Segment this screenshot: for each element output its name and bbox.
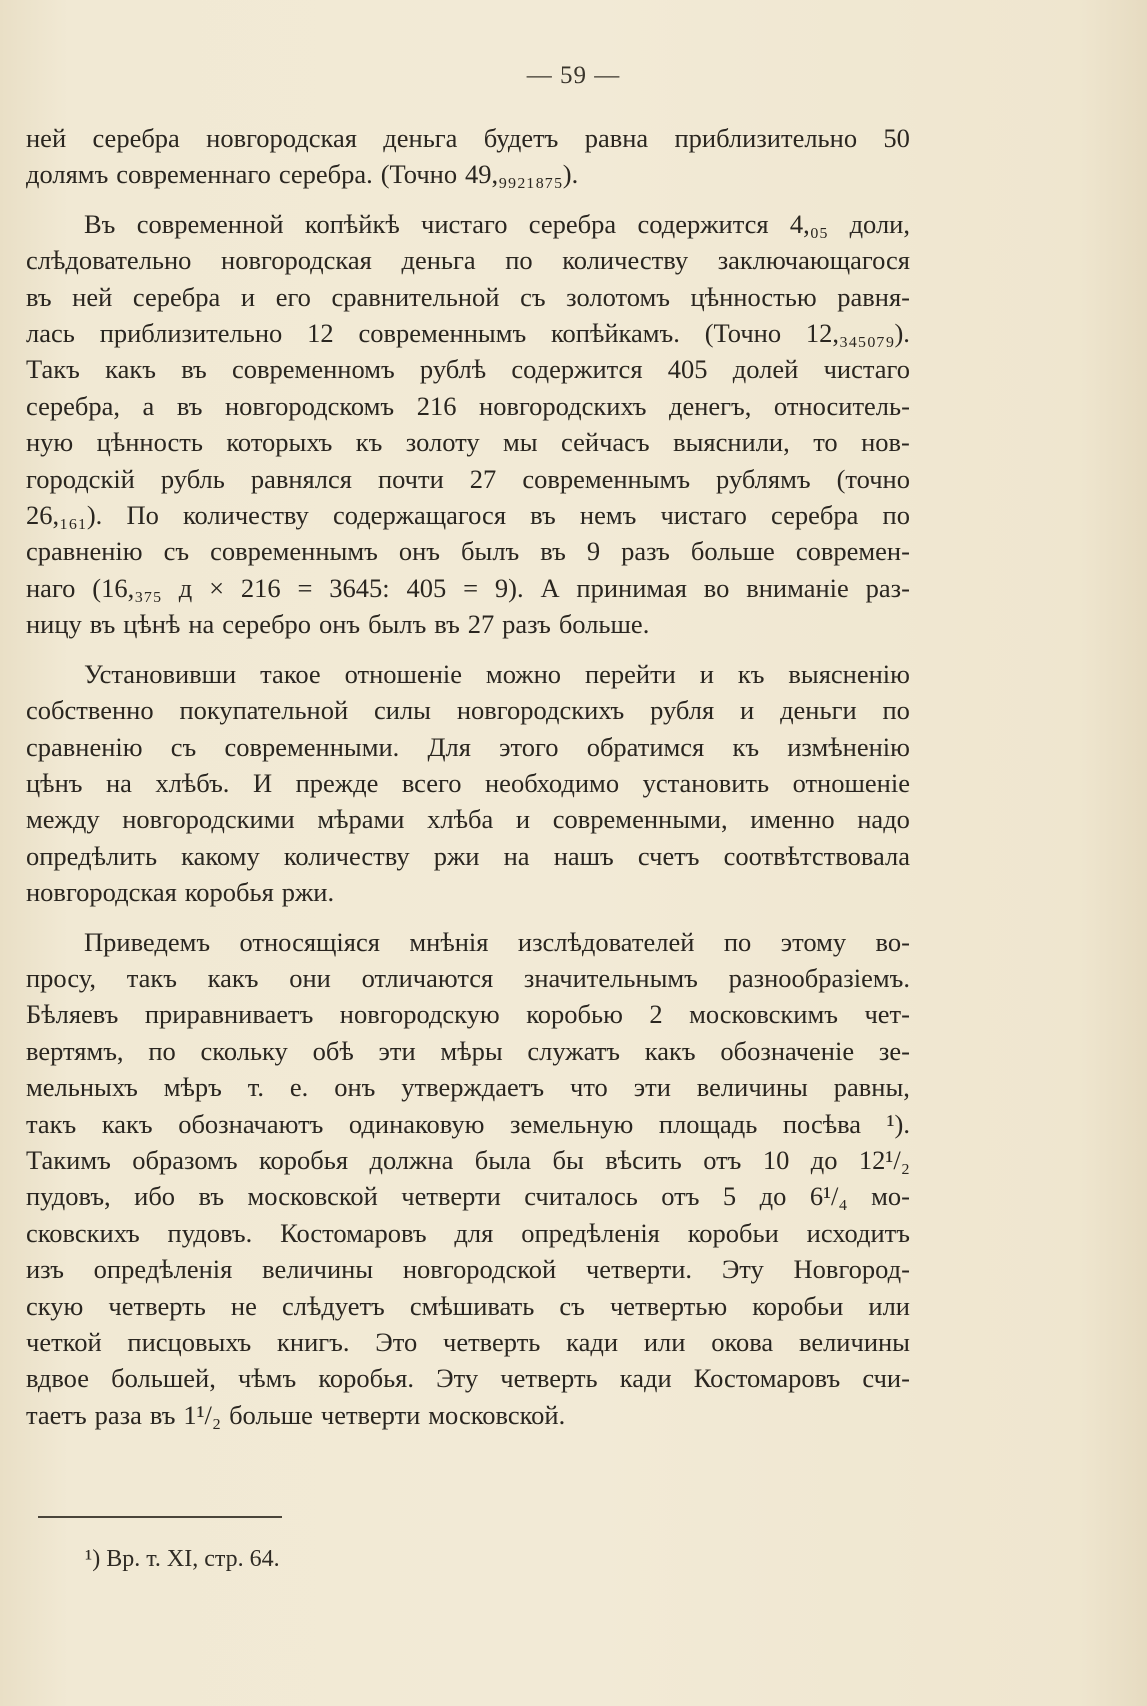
text-line: сковскихъ пудовъ. Костомаровъ для опредѣленія коробьи исходитъ: [26, 1217, 910, 1248]
text-line: Такимъ образомъ коробья должна была бы вѣсить отъ 10 до 12¹/₂: [26, 1144, 910, 1175]
text-line: Приведемъ относящіяся мнѣнія изслѣдователей по этому во-: [84, 926, 910, 957]
text-line: между новгородскими мѣрами хлѣба и современными, именно надо: [26, 804, 910, 835]
paragraph: [26, 656, 910, 911]
text-line: сравненію съ современными. Для этого обратимся къ измѣненію: [26, 731, 910, 762]
text-line: ней серебра новгородская деньга будетъ равна приблизительно 50: [26, 123, 910, 153]
text-line: таетъ раза въ 1¹/₂ больше четверти московской.: [26, 1399, 566, 1430]
text-line: просу, такъ какъ они отличаются значительнымъ разнообразіемъ.: [26, 962, 910, 993]
page-number: — 59 —: [526, 62, 621, 89]
text-line: мельныхъ мѣръ т. е. онъ утверждаетъ что эти величины равны,: [26, 1072, 910, 1103]
text-line: цѣнъ на хлѣбъ. И прежде всего необходимо установить отношеніе: [26, 767, 910, 798]
text-line: Бѣляевъ приравниваетъ новгородскую коробью 2 московскимъ чет-: [26, 999, 910, 1030]
text-line: четкой писцовыхъ книгъ. Это четверть кади или окова величины: [26, 1327, 910, 1357]
text-line: слѣдовательно новгородская деньга по количеству заключающагося: [26, 245, 910, 276]
text-line: сравненію съ современнымъ онъ былъ въ 9 разъ больше современ-: [26, 536, 910, 567]
text-line: ную цѣнность которыхъ къ золоту мы сейчасъ выяснили, то нов-: [26, 427, 910, 458]
text-line: въ ней серебра и его сравнительной съ золотомъ цѣнностью равня-: [26, 281, 910, 312]
text-line: долямъ современнаго серебра. (Точно 49,₉₉₂₁₈₇₅).: [26, 159, 579, 190]
paragraph: [26, 924, 910, 1434]
text-line: вдвое большей, чѣмъ коробья. Эту четверть кади Костомаровъ счи-: [26, 1363, 910, 1394]
text-line: ницу въ цѣнѣ на серебро онъ былъ въ 27 разъ больше.: [26, 609, 650, 640]
text-line: лась приблизительно 12 современнымъ копѣйкамъ. (Точно 12,₃₄₅₀₇₉).: [26, 318, 910, 349]
text-line: изъ опредѣленія величины новгородской четверти. Эту Новгород-: [26, 1254, 910, 1285]
text-line: такъ какъ обозначаютъ одинаковую земельную площадь посѣва ¹).: [26, 1108, 910, 1139]
paragraph: [26, 120, 910, 193]
text-line: вертямъ, по скольку обѣ эти мѣры служатъ какъ обозначеніе зе-: [26, 1035, 910, 1066]
text-line: Такъ какъ въ современномъ рублѣ содержится 405 долей чистаго: [26, 354, 910, 385]
body-text: [26, 120, 910, 1446]
text-line: пудовъ, ибо въ московской четверти считалось отъ 5 до 6¹/₄ мо-: [26, 1181, 910, 1212]
paragraph: [26, 206, 910, 643]
text-line: наго (16,₃₇₅ д × 216 = 3645: 405 = 9). А принимая во вниманіе раз-: [26, 572, 910, 603]
footnote-divider: [38, 1516, 282, 1518]
text-line: Установивши такое отношеніе можно перейти и къ выясненію: [84, 658, 910, 689]
text-line: серебра, а въ новгородскомъ 216 новгородскихъ денегъ, относитель-: [26, 390, 910, 421]
text-line: 26,₁₆₁). По количеству содержащагося въ немъ чистаго серебра по: [26, 500, 910, 531]
text-line: собственно покупательной силы новгородскихъ рубля и деньги по: [26, 695, 910, 726]
footnote: ¹) Вр. т. XI, стр. 64.: [85, 1546, 280, 1572]
text-line: новгородская коробья ржи.: [26, 877, 335, 908]
text-line: скую четверть не слѣдуетъ смѣшивать съ четвертью коробьи или: [26, 1290, 910, 1321]
text-line: опредѣлить какому количеству ржи на нашъ счетъ соотвѣтствовала: [26, 840, 910, 871]
text-line: городскій рубль равнялся почти 27 современнымъ рублямъ (точно: [26, 463, 910, 494]
text-line: Въ современной копѣйкѣ чистаго серебра содержится 4,₀₅ доли,: [84, 208, 910, 239]
